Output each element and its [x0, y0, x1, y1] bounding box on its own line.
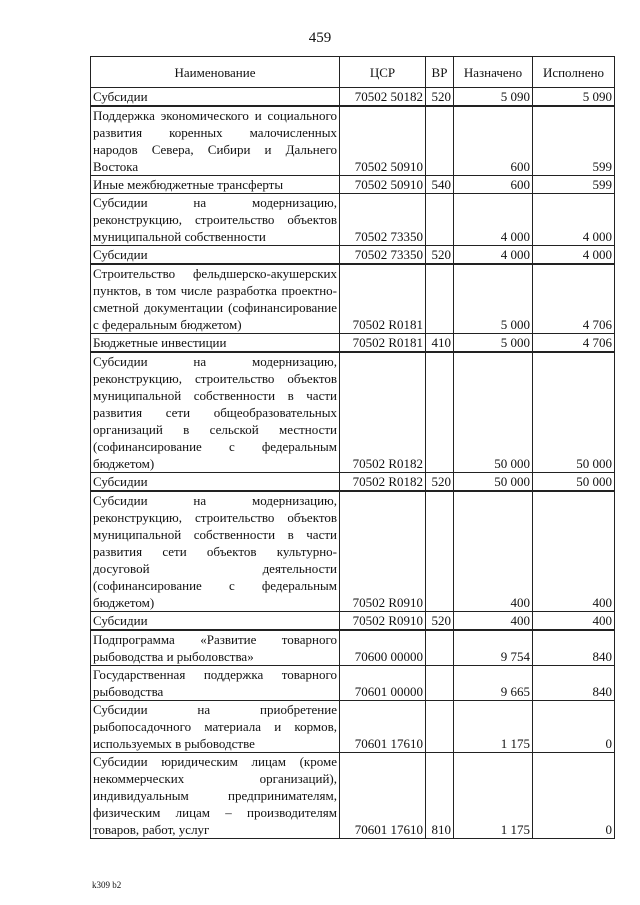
row-vr — [426, 666, 454, 701]
row-name: Государственная поддержка товарного рыбоводства — [91, 666, 340, 701]
table-row — [91, 334, 615, 353]
row-assigned: 50 000 — [454, 473, 533, 492]
row-name: Субсидии — [91, 246, 340, 265]
row-executed: 4 000 — [533, 194, 615, 246]
row-name: Поддержка экономического и социального развития коренных малочисленных народов Севера, Сибири и Дальнего Востока — [91, 106, 340, 176]
row-assigned: 600 — [454, 176, 533, 194]
row-name: Строительство фельдшерско-акушерских пунктов, в том числе разработка проектно-сметной документации (софинансирование с федеральным бюджетом) — [91, 264, 340, 334]
header-vr: ВР — [426, 57, 454, 88]
row-code: 70502 R0910 — [340, 612, 426, 631]
row-vr: 540 — [426, 176, 454, 194]
row-code: 70502 R0182 — [340, 352, 426, 473]
row-assigned: 5 000 — [454, 334, 533, 353]
header-code: ЦСР — [340, 57, 426, 88]
row-assigned: 400 — [454, 612, 533, 631]
row-assigned: 50 000 — [454, 352, 533, 473]
row-code: 70502 R0181 — [340, 334, 426, 353]
row-executed: 840 — [533, 666, 615, 701]
row-code: 70502 50910 — [340, 176, 426, 194]
row-assigned: 5 090 — [454, 88, 533, 107]
table-row — [91, 630, 615, 666]
row-name: Субсидии на модернизацию, реконструкцию, строительство объектов муниципальной собственности — [91, 194, 340, 246]
row-assigned: 4 000 — [454, 246, 533, 265]
table-row — [91, 176, 615, 194]
table-row — [91, 491, 615, 612]
row-assigned: 5 000 — [454, 264, 533, 334]
row-assigned: 9 665 — [454, 666, 533, 701]
row-vr — [426, 106, 454, 176]
table-row — [91, 753, 615, 839]
row-name: Бюджетные инвестиции — [91, 334, 340, 353]
row-code: 70502 73350 — [340, 246, 426, 265]
row-executed: 4 706 — [533, 264, 615, 334]
row-name: Субсидии на приобретение рыбопосадочного материала и кормов, используемых в рыбоводстве — [91, 701, 340, 753]
row-code: 70502 73350 — [340, 194, 426, 246]
row-name: Субсидии — [91, 473, 340, 492]
row-assigned: 400 — [454, 491, 533, 612]
row-assigned: 9 754 — [454, 630, 533, 666]
header-executed: Исполнено — [533, 57, 615, 88]
row-assigned: 600 — [454, 106, 533, 176]
table-row — [91, 352, 615, 473]
row-name: Субсидии на модернизацию, реконструкцию, строительство объектов муниципальной собственности в части развития сети объектов культурно-досуговой деятельности (софинансирование с федеральным бюджетом) — [91, 491, 340, 612]
table-row — [91, 701, 615, 753]
row-executed: 50 000 — [533, 352, 615, 473]
table-row — [91, 194, 615, 246]
row-name: Субсидии — [91, 612, 340, 631]
row-vr: 410 — [426, 334, 454, 353]
row-assigned: 1 175 — [454, 701, 533, 753]
row-vr: 520 — [426, 246, 454, 265]
row-code: 70502 50182 — [340, 88, 426, 107]
row-name: Субсидии на модернизацию, реконструкцию, строительство объектов муниципальной собственности в части развития сети общеобразовательных организаций в сельской местности (софинансирование с федеральным бюджетом) — [91, 352, 340, 473]
row-name: Подпрограмма «Развитие товарного рыбоводства и рыболовства» — [91, 630, 340, 666]
row-executed: 4 706 — [533, 334, 615, 353]
row-code: 70502 50910 — [340, 106, 426, 176]
row-executed: 5 090 — [533, 88, 615, 107]
table-row — [91, 473, 615, 492]
row-assigned: 1 175 — [454, 753, 533, 839]
budget-table — [90, 56, 615, 839]
row-vr — [426, 630, 454, 666]
row-name: Иные межбюджетные трансферты — [91, 176, 340, 194]
row-vr — [426, 352, 454, 473]
row-assigned: 4 000 — [454, 194, 533, 246]
row-code: 70502 R0910 — [340, 491, 426, 612]
row-code: 70502 R0181 — [340, 264, 426, 334]
row-vr — [426, 264, 454, 334]
row-vr: 810 — [426, 753, 454, 839]
table-row — [91, 264, 615, 334]
row-code: 70502 R0182 — [340, 473, 426, 492]
row-code: 70600 00000 — [340, 630, 426, 666]
row-executed: 4 000 — [533, 246, 615, 265]
row-executed: 599 — [533, 106, 615, 176]
row-executed: 50 000 — [533, 473, 615, 492]
row-executed: 840 — [533, 630, 615, 666]
row-vr — [426, 194, 454, 246]
row-executed: 400 — [533, 491, 615, 612]
row-vr: 520 — [426, 473, 454, 492]
row-name: Субсидии — [91, 88, 340, 107]
row-code: 70601 17610 — [340, 753, 426, 839]
row-vr: 520 — [426, 88, 454, 107]
table-row — [91, 612, 615, 631]
footer-mark: k309 b2 — [92, 880, 122, 890]
table-header-row — [91, 57, 615, 88]
table-row — [91, 88, 615, 107]
row-vr — [426, 491, 454, 612]
row-name: Субсидии юридическим лицам (кроме некоммерческих организаций), индивидуальным предпринимателям, физическим лицам – производителям товаров, работ, услуг — [91, 753, 340, 839]
row-executed: 400 — [533, 612, 615, 631]
table-row — [91, 666, 615, 701]
table-row — [91, 106, 615, 176]
row-vr: 520 — [426, 612, 454, 631]
row-vr — [426, 701, 454, 753]
page-number: 459 — [308, 30, 332, 46]
header-assigned: Назначено — [454, 57, 533, 88]
row-executed: 599 — [533, 176, 615, 194]
table-row — [91, 246, 615, 265]
header-name: Наименование — [91, 57, 340, 88]
row-executed: 0 — [533, 753, 615, 839]
row-code: 70601 17610 — [340, 701, 426, 753]
row-code: 70601 00000 — [340, 666, 426, 701]
row-executed: 0 — [533, 701, 615, 753]
